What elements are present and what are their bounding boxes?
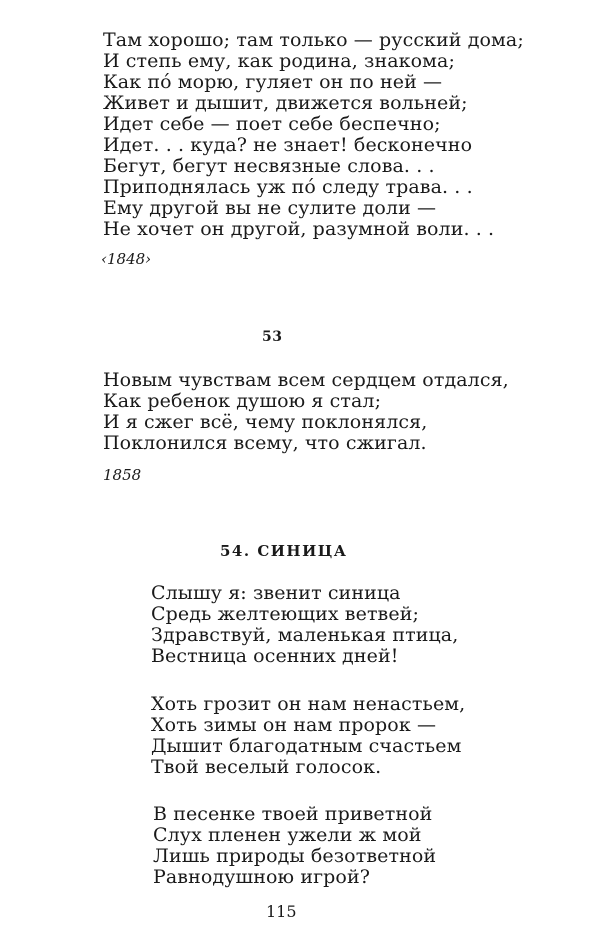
poem-line: Там хорошо; там только — русский дома; bbox=[103, 29, 524, 51]
poem-54-title: 54. СИНИЦА bbox=[220, 542, 348, 560]
poem-line: Вестница осенних дней! bbox=[151, 645, 399, 667]
poem-53-number: 53 bbox=[262, 329, 283, 345]
poem-line: Слух пленен ужели ж мой bbox=[153, 824, 422, 846]
poem-line: Ему другой вы не сулите доли — bbox=[103, 197, 437, 219]
poem-line: Хоть грозит он нам ненастьем, bbox=[151, 693, 466, 715]
poem-line: Хоть зимы он нам пророк — bbox=[151, 714, 437, 736]
poem-line: И степь ему, как родина, знакома; bbox=[103, 50, 455, 72]
poem-line: Лишь природы безответной bbox=[153, 845, 437, 867]
poem-line: Твой веселый голосок. bbox=[151, 756, 382, 778]
poem-line: Живет и дышит, движется вольней; bbox=[103, 92, 468, 114]
poem-53-stanza bbox=[103, 370, 509, 454]
poem-54-stanza-1 bbox=[151, 583, 458, 667]
poem-line: И я сжег всё, чему поклонялся, bbox=[103, 411, 428, 433]
poem-line: Идет. . . куда? не знает! бесконечно bbox=[103, 134, 473, 156]
poem-line: Бегут, бегут несвязные слова. . . bbox=[103, 155, 435, 177]
prev-poem-stanza bbox=[103, 30, 524, 240]
poem-line: Не хочет он другой, разумной воли. . . bbox=[103, 218, 495, 240]
poem-line: Как пó морю, гуляет он по ней — bbox=[103, 71, 443, 93]
poem-54-stanza-2 bbox=[151, 694, 465, 778]
page-number: 115 bbox=[266, 902, 297, 921]
prev-poem-date: ‹1848› bbox=[101, 250, 152, 268]
poem-line: Здравствуй, маленькая птица, bbox=[151, 624, 459, 646]
poem-line: В песенке твоей приветной bbox=[153, 803, 433, 825]
poem-line: Равнодушною игрой? bbox=[153, 866, 371, 888]
poem-line: Приподнялась уж пó следу трава. . . bbox=[103, 176, 473, 198]
poem-54-stanza-3 bbox=[153, 804, 436, 888]
poem-line: Идет себе — поет себе беспечно; bbox=[103, 113, 441, 135]
poem-line: Новым чувствам всем сердцем отдался, bbox=[103, 369, 509, 391]
poem-line: Как ребенок душою я стал; bbox=[103, 390, 382, 412]
poem-line: Дышит благодатным счастьем bbox=[151, 735, 462, 757]
poem-line: Слышу я: звенит синица bbox=[151, 582, 401, 604]
poem-53-date: 1858 bbox=[103, 466, 142, 484]
poem-line: Поклонился всему, что сжигал. bbox=[103, 432, 427, 454]
poem-line: Средь желтеющих ветвей; bbox=[151, 603, 419, 625]
